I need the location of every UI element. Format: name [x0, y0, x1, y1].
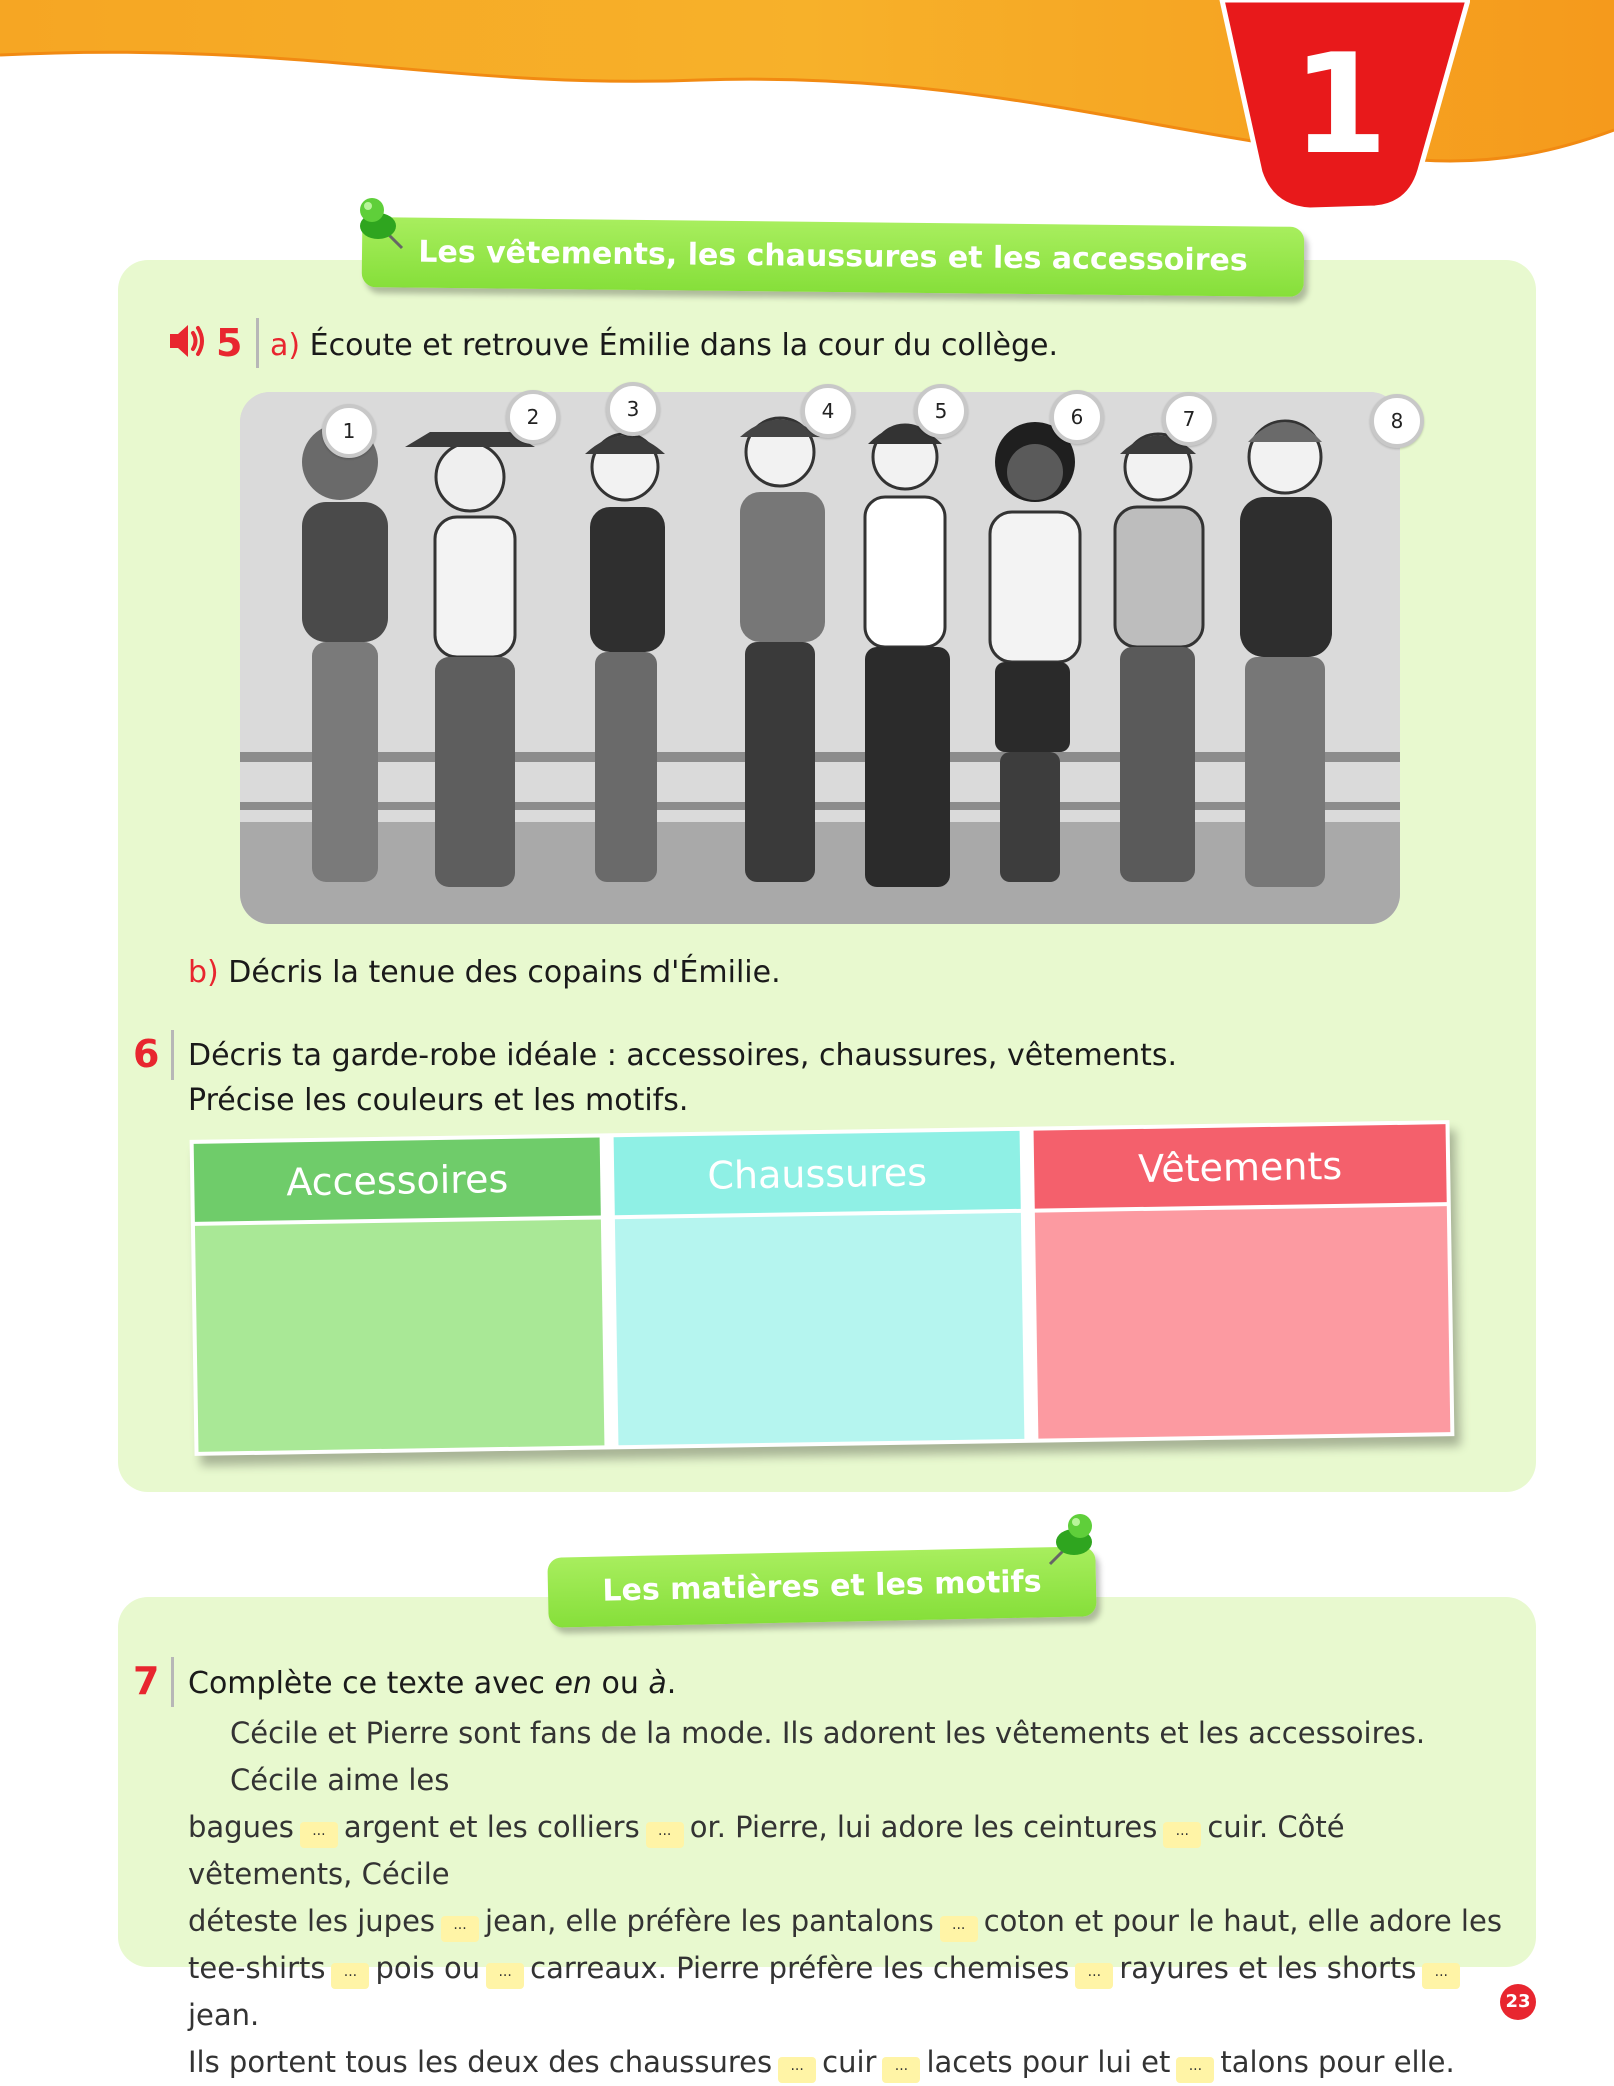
audio-speaker-icon[interactable]	[166, 322, 206, 360]
blank-field[interactable]: ...	[441, 1916, 479, 1942]
text-segment: cuir	[822, 2045, 877, 2079]
instruction-text: ou	[601, 1666, 639, 1701]
exercise-divider	[256, 318, 259, 368]
pushpin-icon	[350, 196, 406, 252]
blank-field[interactable]: ...	[300, 1822, 338, 1848]
exercise-7-instruction	[188, 1666, 676, 1701]
text-segment: bagues	[188, 1810, 294, 1844]
exercise-divider	[171, 1030, 174, 1080]
part-a-text: Écoute et retrouve Émilie dans la cour du collège.	[309, 328, 1059, 363]
section-title-banner: Les matières et les motifs	[547, 1546, 1096, 1627]
figure-label-5: 5	[914, 384, 968, 438]
answer-cell-vetements[interactable]	[1035, 1206, 1450, 1438]
section-title-banner: Les vêtements, les chaussures et les accessoires	[362, 217, 1305, 297]
answer-cell-accessoires[interactable]	[195, 1219, 604, 1451]
exercise-5-number: 5	[216, 321, 243, 365]
text-segment: Ils portent tous les deux des chaussures	[188, 2045, 773, 2079]
wardrobe-table	[190, 1120, 1455, 1456]
text-segment: jean, elle préfère les pantalons	[485, 1904, 934, 1938]
text-segment: lacets pour lui et	[926, 2045, 1171, 2079]
chapter-number: 1	[1291, 24, 1389, 185]
column-chaussures	[610, 1127, 1029, 1449]
text-segment: Cécile et Pierre sont fans de la mode. Ils adorent les vêtements et les accessoires. Cécile aime les	[230, 1716, 1426, 1797]
text-segment: pois ou	[375, 1951, 481, 1985]
schoolyard-scene-image	[240, 392, 1400, 924]
text-segment: coton et pour le haut, elle adore les	[983, 1904, 1502, 1938]
blank-field[interactable]: ...	[1176, 2057, 1214, 2083]
figure-label-1: 1	[322, 404, 376, 458]
exercise-divider	[171, 1657, 174, 1707]
fill-in-text	[188, 1710, 1518, 2086]
part-b-text: Décris la tenue des copains d'Émilie.	[228, 955, 781, 990]
column-header-vetements: Vêtements	[1034, 1124, 1447, 1208]
figure-label-8: 8	[1370, 394, 1424, 448]
figure-label-3: 3	[606, 382, 660, 436]
part-a-label: a)	[270, 328, 301, 363]
blank-field[interactable]: ...	[331, 1963, 369, 1989]
blank-field[interactable]: ...	[1163, 1822, 1201, 1848]
pushpin-icon	[1046, 1512, 1102, 1568]
text-line-2	[188, 1804, 1518, 1898]
exercise-5a-instruction	[270, 328, 1058, 363]
text-segment: argent et les colliers	[343, 1810, 640, 1844]
blank-field[interactable]: ...	[940, 1916, 978, 1942]
text-line-1	[188, 1710, 1518, 1804]
exercise-6-line-2: Précise les couleurs et les motifs.	[188, 1083, 689, 1118]
figure-label-7: 7	[1162, 392, 1216, 446]
blank-field[interactable]: ...	[646, 1822, 684, 1848]
column-header-accessoires: Accessoires	[194, 1137, 601, 1221]
figure-label-6: 6	[1050, 390, 1104, 444]
text-segment: jean.	[188, 1998, 260, 2032]
exercise-7-number: 7	[133, 1659, 160, 1703]
instruction-punctuation: .	[666, 1666, 677, 1701]
answer-cell-chaussures[interactable]	[615, 1213, 1024, 1445]
exercise-6-number: 6	[133, 1032, 160, 1076]
column-header-chaussures: Chaussures	[614, 1131, 1021, 1215]
keyword-en: en	[554, 1666, 592, 1701]
blank-field[interactable]: ...	[882, 2057, 920, 2083]
text-line-4	[188, 1945, 1518, 2039]
keyword-a: à	[648, 1666, 667, 1701]
instruction-text: Complète ce texte avec	[188, 1666, 545, 1701]
column-vetements	[1029, 1120, 1454, 1443]
figure-label-2: 2	[506, 390, 560, 444]
text-segment: tee-shirts	[188, 1951, 326, 1985]
text-line-3	[188, 1898, 1518, 1945]
part-b-label: b)	[188, 955, 219, 990]
blank-field[interactable]: ...	[1422, 1963, 1460, 1989]
text-segment: cuir. Côté vêtements, Cécile	[188, 1810, 1345, 1891]
text-segment: or. Pierre, lui adore les ceintures	[689, 1810, 1158, 1844]
exercise-5b-instruction	[188, 955, 781, 990]
blank-field[interactable]: ...	[486, 1963, 524, 1989]
exercise-6-line-1: Décris ta garde-robe idéale : accessoires, chaussures, vêtements.	[188, 1038, 1178, 1073]
text-segment: carreaux. Pierre préfère les chemises	[530, 1951, 1070, 1985]
text-segment: talons pour elle.	[1220, 2045, 1455, 2079]
page-number: 23	[1500, 1984, 1536, 2020]
text-segment: rayures et les shorts	[1119, 1951, 1417, 1985]
figure-label-4: 4	[801, 384, 855, 438]
text-segment: déteste les jupes	[188, 1904, 436, 1938]
text-line-5	[188, 2039, 1518, 2086]
students-illustration	[240, 392, 1400, 924]
blank-field[interactable]: ...	[778, 2057, 816, 2083]
blank-field[interactable]: ...	[1075, 1963, 1113, 1989]
column-accessoires	[190, 1133, 609, 1455]
